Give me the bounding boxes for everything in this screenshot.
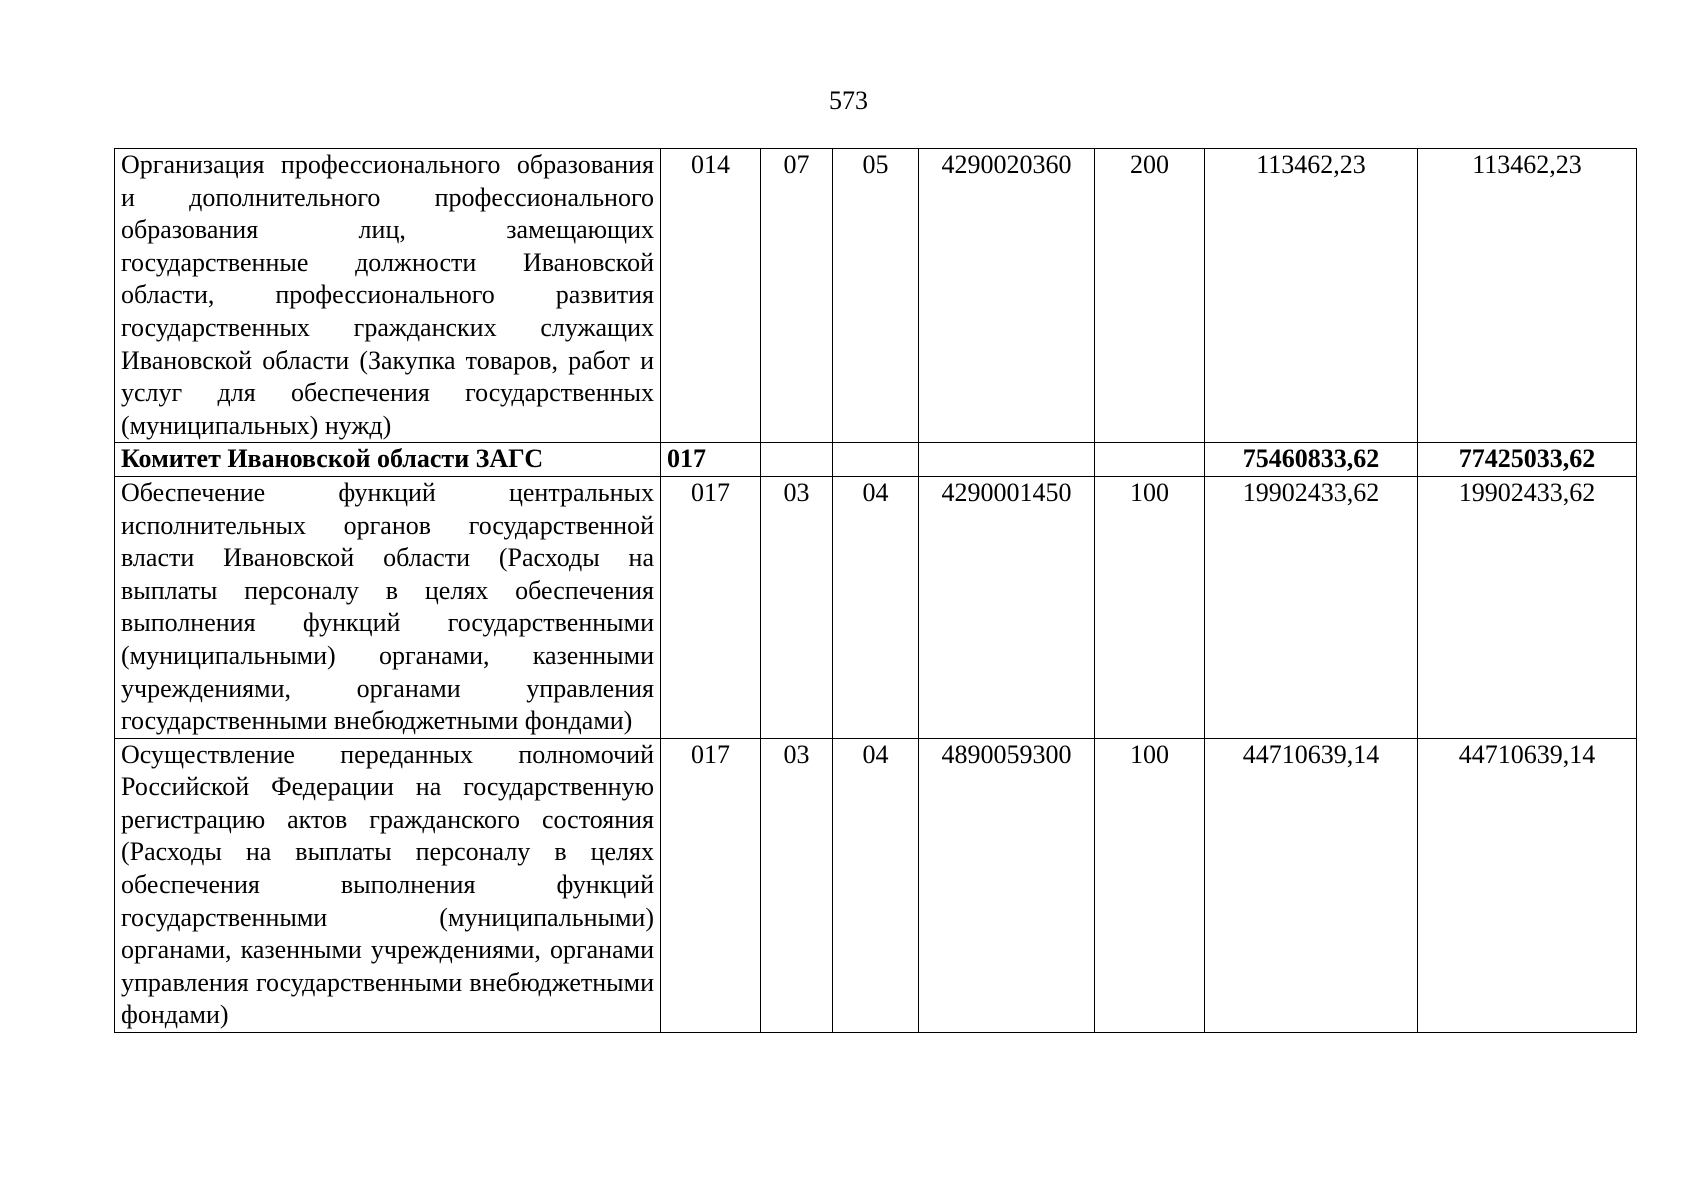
table-row <box>115 443 1637 477</box>
subsection-code-cell: 05 <box>833 149 919 443</box>
target-article-cell <box>919 443 1095 477</box>
subsection-code-cell <box>833 443 919 477</box>
expense-type-cell: 200 <box>1095 149 1205 443</box>
expense-type-cell: 100 <box>1095 476 1205 738</box>
expense-name-cell: Организация профессионального образования и дополнительного профессионального образования лиц, замещающих государственные должности Ивановской области, профессионального развития государственных гражданских служащих Ивановской области (Закупка товаров, работ и услуг для обеспечения государственных (муниципальных) нужд) <box>115 149 661 443</box>
subsection-code-cell: 04 <box>833 738 919 1032</box>
expense-type-cell: 100 <box>1095 738 1205 1032</box>
target-article-cell: 4290001450 <box>919 476 1095 738</box>
ministry-code-cell: 017 <box>661 443 761 477</box>
target-article-cell: 4890059300 <box>919 738 1095 1032</box>
expense-name-cell: Комитет Ивановской области ЗАГС <box>115 443 661 477</box>
section-code-cell: 03 <box>761 738 833 1032</box>
amount-second-year-cell: 113462,23 <box>1418 149 1637 443</box>
amount-second-year-cell: 44710639,14 <box>1418 738 1637 1032</box>
ministry-code-cell: 017 <box>661 738 761 1032</box>
amount-first-year-cell: 44710639,14 <box>1205 738 1418 1032</box>
subsection-code-cell: 04 <box>833 476 919 738</box>
budget-table <box>114 148 1637 1033</box>
section-code-cell: 03 <box>761 476 833 738</box>
table-row <box>115 149 1637 443</box>
ministry-code-cell: 014 <box>661 149 761 443</box>
section-code-cell: 07 <box>761 149 833 443</box>
table-row <box>115 476 1637 738</box>
amount-second-year-cell: 19902433,62 <box>1418 476 1637 738</box>
amount-second-year-cell: 77425033,62 <box>1418 443 1637 477</box>
section-code-cell <box>761 443 833 477</box>
page-number: 573 <box>829 86 868 115</box>
table-row <box>115 738 1637 1032</box>
amount-first-year-cell: 75460833,62 <box>1205 443 1418 477</box>
target-article-cell: 4290020360 <box>919 149 1095 443</box>
expense-name-cell: Обеспечение функций центральных исполнительных органов государственной власти Ивановской области (Расходы на выплаты персоналу в целях обеспечения выполнения функций государственными (муниципальными) органами, казенными учреждениями, органами управления государственными внебюджетными фондами) <box>115 476 661 738</box>
amount-first-year-cell: 19902433,62 <box>1205 476 1418 738</box>
expense-type-cell <box>1095 443 1205 477</box>
amount-first-year-cell: 113462,23 <box>1205 149 1418 443</box>
expense-name-cell: Осуществление переданных полномочий Российской Федерации на государственную регистрацию актов гражданского состояния (Расходы на выплаты персоналу в целях обеспечения выполнения функций государственными (муниципальными) органами, казенными учреждениями, органами управления государственными внебюджетными фондами) <box>115 738 661 1032</box>
ministry-code-cell: 017 <box>661 476 761 738</box>
